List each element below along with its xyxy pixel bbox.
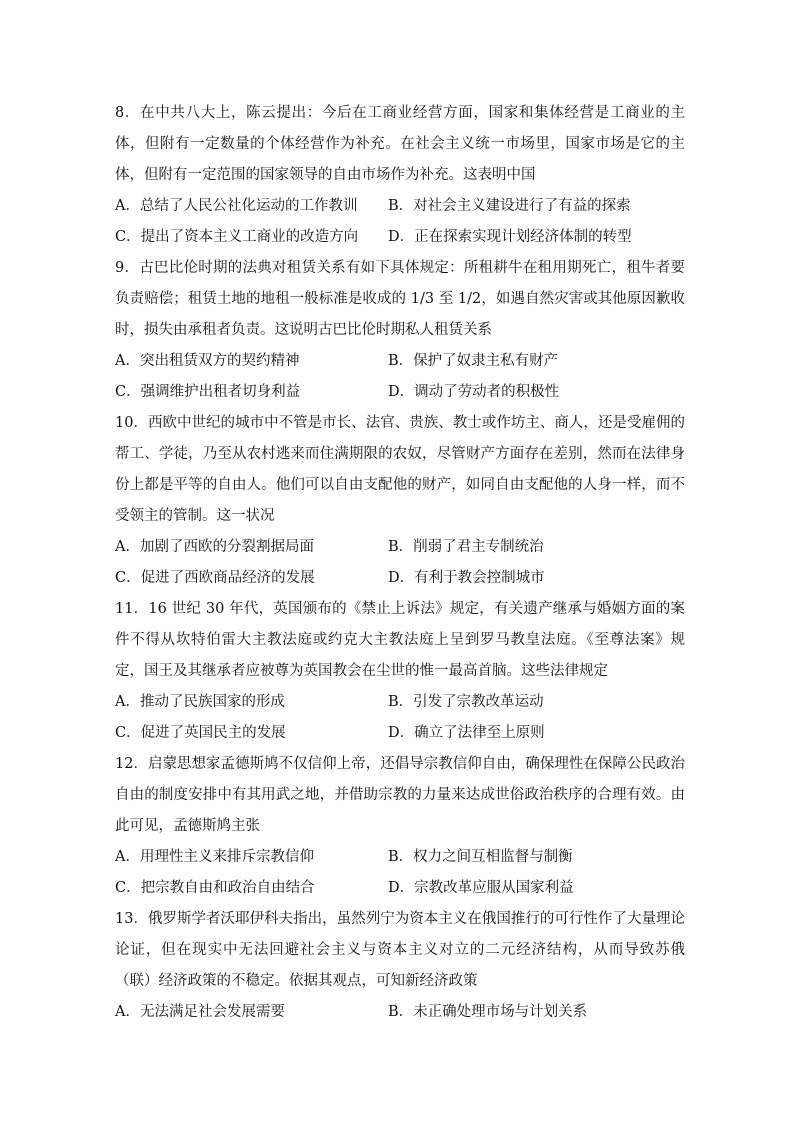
question-10 (115, 408, 685, 594)
option-c[interactable]: C．促进了英国民主的发展 (115, 725, 286, 741)
question-13 (115, 904, 685, 1028)
option-d[interactable]: D．有利于教会控制城市 (388, 570, 545, 586)
option-b[interactable]: B．未正确处理市场与计划关系 (388, 1004, 588, 1020)
option-a[interactable]: A．加剧了西欧的分裂割据局面 (115, 539, 314, 555)
option-c[interactable]: C．促进了西欧商品经济的发展 (115, 570, 315, 586)
option-a[interactable]: A．用理性主义来排斥宗教信仰 (115, 849, 314, 865)
question-12 (115, 749, 685, 904)
question-9-options (115, 346, 685, 408)
question-11 (115, 594, 685, 749)
question-13-options (115, 997, 685, 1028)
option-a[interactable]: A．推动了民族国家的形成 (115, 694, 285, 710)
question-8-stem: 8．在中共八大上，陈云提出：今后在工商业经营方面，国家和集体经营是工商业的主体，但附有一定数量的个体经营作为补充。在社会主义统一市场里，国家市场是它的主体，但附有一定范围的国家领导的自由市场作为补充。这表明中国 (115, 105, 685, 183)
option-d[interactable]: D．宗教改革应服从国家利益 (388, 880, 574, 896)
question-12-stem: 12．启蒙思想家孟德斯鸠不仅信仰上帝，还倡导宗教信仰自由，确保理性在保障公民政治自由的制度安排中有其用武之地，并借助宗教的力量来达成世俗政治秩序的合理有效。由此可见，孟德斯鸠主张 (115, 756, 685, 834)
question-13-stem: 13．俄罗斯学者沃耶伊科夫指出，虽然列宁为资本主义在俄国推行的可行性作了大量理论论证，但在现实中无法回避社会主义与资本主义对立的二元经济结构，从而导致苏俄（联）经济政策的不稳定。依据其观点，可知新经济政策 (115, 911, 685, 989)
option-c[interactable]: C．强调维护出租者切身利益 (115, 384, 301, 400)
option-b[interactable]: B．对社会主义建设进行了有益的探索 (388, 198, 631, 214)
option-c[interactable]: C．提出了资本主义工商业的改造方向 (115, 229, 359, 245)
option-c[interactable]: C．把宗教自由和政治自由结合 (115, 880, 315, 896)
question-12-options (115, 842, 685, 904)
option-a[interactable]: A．总结了人民公社化运动的工作教训 (115, 198, 358, 214)
option-d[interactable]: D．确立了法律至上原则 (388, 725, 545, 741)
question-8-options (115, 191, 685, 253)
option-a[interactable]: A．无法满足社会发展需要 (115, 1004, 285, 1020)
option-b[interactable]: B．削弱了君主专制统治 (388, 539, 544, 555)
option-d[interactable]: D．正在探索实现计划经济体制的转型 (388, 229, 632, 245)
option-a[interactable]: A．突出租赁双方的契约精神 (115, 353, 300, 369)
question-9-stem: 9．古巴比伦时期的法典对租赁关系有如下具体规定：所租耕牛在租用期死亡，租牛者要负责赔偿；租赁土地的地租一般标准是收成的 1/3 至 1/2，如遇自然灾害或其他原因歉收时，损失由承租者负责。这说明古巴比伦时期私人租赁关系 (115, 260, 685, 338)
question-10-stem: 10．西欧中世纪的城市中不管是市长、法官、贵族、教士或作坊主、商人，还是受雇佣的帮工、学徒，乃至从农村逃来而住满期限的农奴，尽管财产方面存在差别，然而在法律身份上都是平等的自由人。他们可以自由支配他的财产，如同自由支配他的人身一样，而不受领主的管制。这一状况 (115, 415, 685, 524)
question-10-options (115, 532, 685, 594)
option-b[interactable]: B．权力之间互相监督与制衡 (388, 849, 573, 865)
question-list (115, 98, 685, 1028)
question-11-stem: 11．16 世纪 30 年代，英国颁布的《禁止上诉法》规定，有关遗产继承与婚姻方面的案件不得从坎特伯雷大主教法庭或约克大主教法庭上呈到罗马教皇法庭。《至尊法案》规定，国王及其继承者应被尊为英国教会在尘世的惟一最高首脑。这些法律规定 (115, 601, 685, 679)
option-b[interactable]: B．引发了宗教改革运动 (388, 694, 544, 710)
option-b[interactable]: B．保护了奴隶主私有财产 (388, 353, 559, 369)
question-9 (115, 253, 685, 408)
question-11-options (115, 687, 685, 749)
option-d[interactable]: D．调动了劳动者的积极性 (388, 384, 560, 400)
question-8 (115, 98, 685, 253)
